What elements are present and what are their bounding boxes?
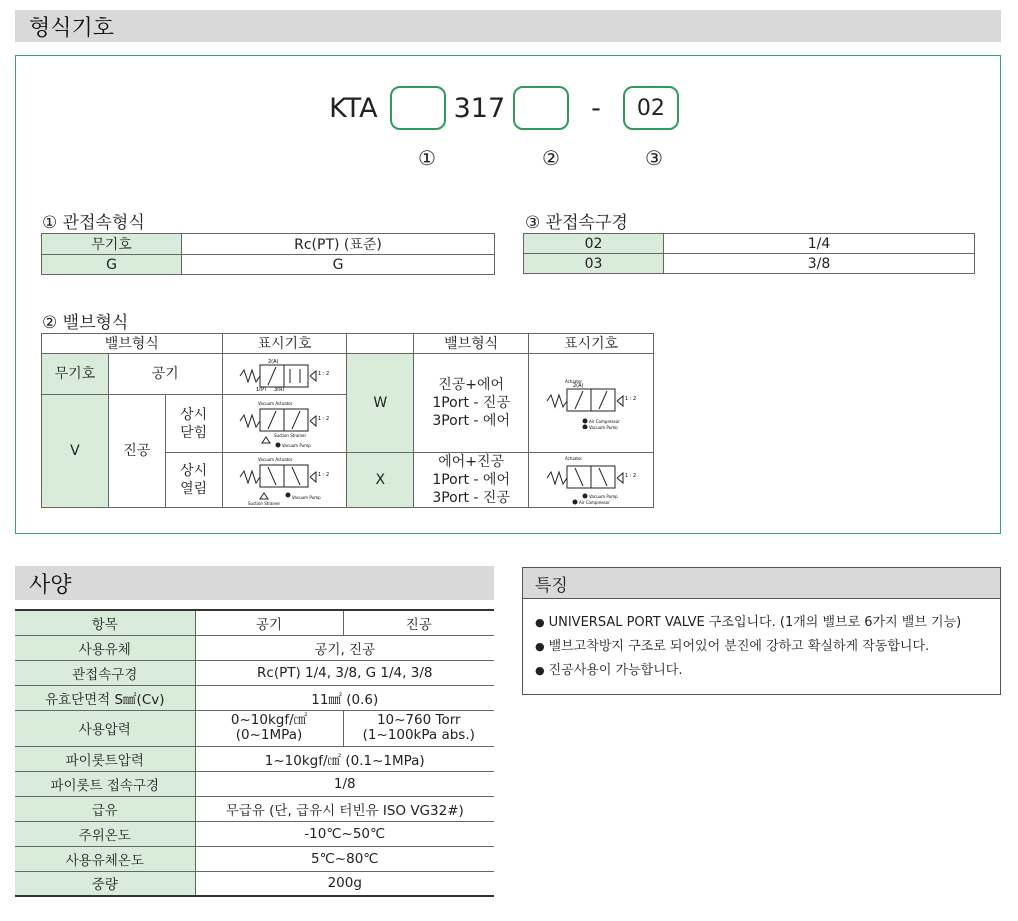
v-code-cell: V [42,395,109,508]
table-row [15,771,494,796]
table-header-row [42,334,654,354]
sym-label: 2(A) [268,359,279,365]
sym-label: 3(R) [274,387,286,391]
table-row [15,685,494,710]
x-desc-cell [414,453,529,508]
symbol-no [222,453,347,508]
sym-label: Actuator [565,379,583,384]
code-middle: 317 [453,92,506,124]
table-header-row [15,610,494,635]
table-row [42,255,495,275]
symbol-w [529,354,654,453]
spec-section-title [15,566,494,600]
sym-label: Air Compressor [589,419,620,424]
table-cell: 1/4 [664,234,975,254]
code-num-1: ① [418,146,436,170]
x-desc-line: 에어+진공 [438,454,505,470]
valve-type-table [41,333,654,508]
table-cell: G [42,255,182,275]
sym-label: 1(P) [256,387,267,391]
sym-label: Vacuum Actuator [258,400,293,406]
spec-value: 200g [195,871,494,896]
spec-value: 5℃~80℃ [195,846,494,871]
table-cell: Rc(PT) (표준) [182,234,495,255]
sym-label: 1 : 2 [625,473,637,479]
table-row [15,660,494,685]
code-prefix: KTA [329,92,378,124]
table-row [15,846,494,871]
spec-label: 유효단면적 S㎟(Cv) [15,685,195,710]
spec-label: 중량 [15,871,195,896]
table-row [15,821,494,846]
w-code-cell: W [347,354,414,453]
table-row [15,710,494,746]
symbol-air [222,354,347,395]
valve-symbol-nc-icon [238,399,330,449]
features-title: 특징 [523,568,1000,599]
symbol-nc [222,395,347,453]
table-row [524,254,975,274]
w-desc-cell [414,354,529,453]
table-cell: 3/8 [664,254,975,274]
valve-type-title: ② 밸브형식 [42,313,129,333]
header-valve-type: 밸브형식 [42,334,223,354]
model-code-row [16,86,1000,130]
x-code-cell: X [347,453,414,508]
table-row [15,871,494,896]
valve-symbol-w-icon [545,377,637,429]
spec-section-title-text: 사양 [29,572,72,598]
spec-label: 사용유체온도 [15,846,195,871]
spec-header-air: 공기 [195,610,343,635]
spec-value-vacuum: 10~760 Torr (1~100kPa abs.) [343,710,494,746]
code-box-3-value: 02 [636,95,665,121]
table-row [524,234,975,254]
vacuum-cell: 진공 [108,395,165,508]
sym-label: Vacuum Pump [589,425,618,429]
x-desc-line: 3Port - 진공 [432,490,510,506]
port-size-title: ③ 관접속구경 [525,213,628,233]
spec-value: -10℃~50℃ [195,821,494,846]
no-cell: 상시 열림 [165,453,222,508]
sym-label: Vacuum Pump [282,442,312,448]
table-row [42,234,495,255]
code-num-2: ② [542,146,560,170]
spec-value-air: 0~10kgf/㎠ (0~1MPa) [195,710,343,746]
header-symbol-2: 표시기호 [529,334,654,354]
sym-label: Suction Strainer [248,501,281,505]
features-list [523,599,1000,683]
code-num-3: ③ [645,146,663,170]
table-cell: 무기호 [42,234,182,255]
table-row [42,354,654,395]
w-desc-line: 3Port - 에어 [432,413,510,429]
spec-value: 1/8 [195,771,494,796]
model-section-title-text: 형식기호 [29,15,115,41]
valve-symbol-no-icon [238,455,330,505]
list-item: ● 진공사용이 가능합니다. [535,659,1000,683]
model-code-panel [15,55,1001,534]
sym-label: 1 : 2 [318,472,330,478]
spec-label: 주위온도 [15,821,195,846]
sym-label: Vacuum Actuator [258,457,293,462]
nc-cell: 상시 닫힘 [165,395,222,453]
sym-label: 1 : 2 [318,415,330,422]
table-cell: G [182,255,495,275]
spec-label: 파이롯트압력 [15,746,195,771]
air-cell: 공기 [108,354,222,395]
features-box [522,567,1001,695]
table-row [15,746,494,771]
spec-value: 무급유 (단, 급유시 터빈유 ISO VG32#) [195,796,494,821]
list-item: ● UNIVERSAL PORT VALVE 구조입니다. (1개의 밸브로 6가지 밸브 기능) [535,611,1000,635]
spec-label: 파이롯트 접속구경 [15,771,195,796]
port-type-title: ① 관접속형식 [42,213,145,233]
table-cell: 03 [524,254,664,274]
sym-label: Vacuum Pump [589,494,618,499]
spec-value: 1~10kgf/㎠ (0.1~1MPa) [195,746,494,771]
spec-label: 사용압력 [15,710,195,746]
sym-label: Air Compressor [579,500,610,505]
spec-table [15,609,494,897]
code-box-3 [623,86,679,130]
sym-label: 1 : 2 [625,396,637,402]
sym-label: Vacuum Pump [292,495,322,500]
sym-label: 1 : 2 [318,371,330,377]
port-type-table [41,233,495,275]
code-dash: - [591,92,601,124]
table-row [15,635,494,660]
sym-label: Actuator [565,456,583,461]
header-blank [347,334,414,354]
sym-label: 2(A) [573,383,584,389]
header-valve-type-2: 밸브형식 [414,334,529,354]
spec-value: 공기, 진공 [195,635,494,660]
table-row [15,796,494,821]
model-section-title [15,10,1001,42]
sym-label: Suction Strainer [274,432,307,438]
w-desc-line: 1Port - 진공 [432,395,510,411]
table-cell: 02 [524,234,664,254]
valve-symbol-x-icon [545,454,637,506]
header-symbol: 표시기호 [222,334,347,354]
spec-label: 급유 [15,796,195,821]
x-desc-line: 1Port - 에어 [432,472,510,488]
valve-symbol-air-icon [238,357,330,391]
none-code-cell: 무기호 [42,354,109,395]
code-box-1 [390,86,446,130]
code-box-2 [513,86,569,130]
spec-value: Rc(PT) 1/4, 3/8, G 1/4, 3/8 [195,660,494,685]
spec-label: 관접속구경 [15,660,195,685]
spec-header-item: 항목 [15,610,195,635]
spec-value: 11㎟ (0.6) [195,685,494,710]
symbol-x [529,453,654,508]
spec-label: 사용유체 [15,635,195,660]
list-item: ● 밸브고착방지 구조로 되어있어 분진에 강하고 확실하게 작동합니다. [535,635,1000,659]
w-desc-line: 진공+에어 [438,377,505,393]
spec-header-vacuum: 진공 [343,610,494,635]
port-size-table [523,233,975,274]
